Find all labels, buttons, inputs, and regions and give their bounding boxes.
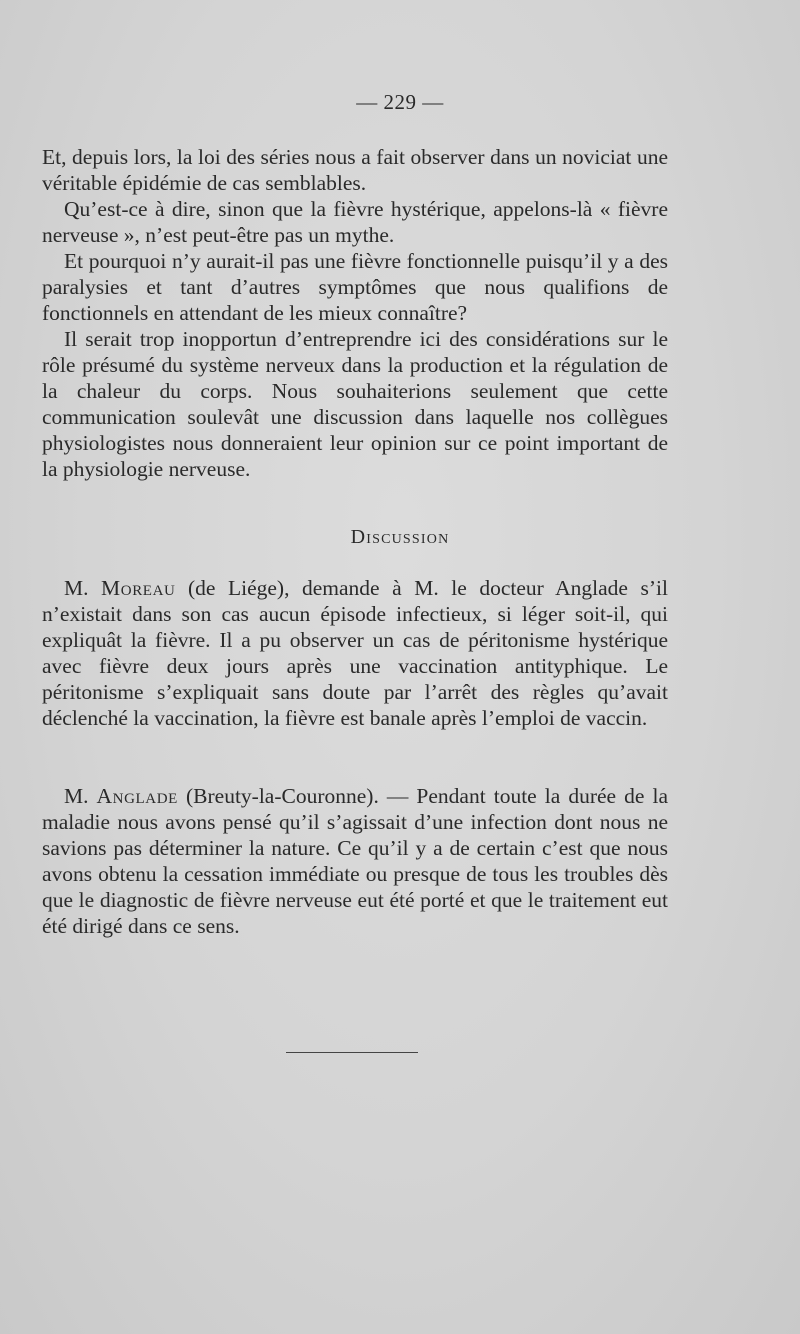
paragraph: Qu’est-ce à dire, sinon que la fièvre hystérique, appelons-là « fièvre nerveuse », n’est peut-être pas un mythe. — [42, 197, 668, 247]
speaker-prefix: M. — [64, 784, 97, 808]
section-heading: Discussion — [350, 526, 450, 548]
remark-text: (de Liége), demande à M. le docteur Anglade s’il n’existait dans son cas aucun épisode infectieux, si léger soit-il, qui expliquât la fièvre. Il a pu observer un cas de péritonisme hystérique avec fièvre deux jours après une vaccination antityphique. Le péritonisme s’expliquait sans doute par l’arrêt des règles qu’avait déclenché la vaccination, la fièvre est banale après l’emploi de vaccin. — [42, 576, 668, 730]
paragraph — [42, 575, 668, 731]
intro-text-block — [42, 144, 668, 482]
closing-rule — [286, 1052, 418, 1053]
paragraph: Et pourquoi n’y aurait-il pas une fièvre fonctionnelle puisqu’il y a des paralysies et tant d’autres symptômes que nous qualifions de fonctionnels en attendant de les mieux connaître? — [42, 249, 668, 325]
speaker-prefix: M. — [64, 576, 102, 600]
speaker-name: Anglade — [96, 784, 178, 808]
paragraph: Il serait trop inopportun d’entreprendre ici des considérations sur le rôle présumé du système nerveux dans la production et la régulation de la chaleur du corps. Nous souhaiterions seulement que cette communication soulevât une discussion dans laquelle nos collègues physiologistes nous donneraient leur opinion sur ce point important de la physiologie nerveuse. — [42, 327, 668, 481]
paragraph: Et, depuis lors, la loi des séries nous a fait observer dans un noviciat une véritable épidémie de cas semblables. — [42, 145, 668, 195]
page-number: — 229 — — [356, 90, 444, 114]
moreau-remark — [42, 575, 668, 731]
paragraph — [42, 783, 668, 939]
speaker-name: Moreau — [101, 576, 176, 600]
reply-text: (Breuty-la-Couronne). — Pendant toute la durée de la maladie nous avons pensé qu’il s’agissait d’une infection dont nous ne savions pas déterminer la nature. Ce qu’il y a de certain c’est que nous avons obtenu la cessation immédiate ou presque de tous les troubles dès que le diagnostic de fièvre nerveuse eut été porté et que le traitement eut été dirigé dans ce sens. — [42, 784, 668, 938]
anglade-reply — [42, 783, 668, 939]
